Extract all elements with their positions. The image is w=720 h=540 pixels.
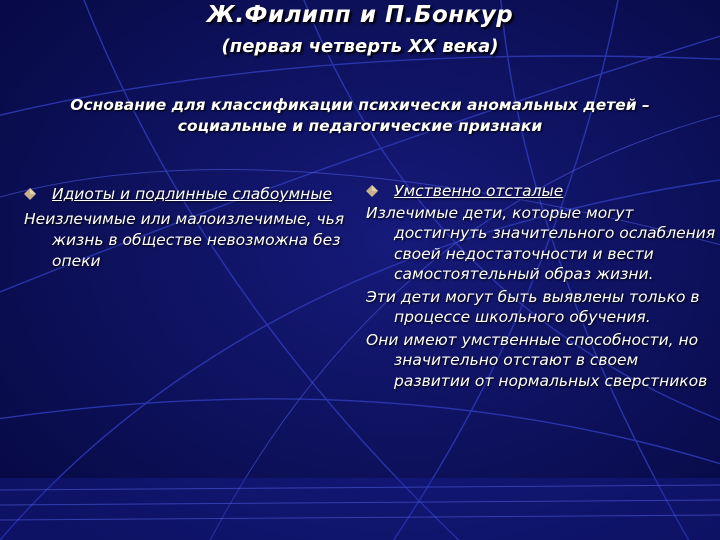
right-paragraph-3: Они имеют умственные способности, но значительно отстают в своем развитии от нормальных сверстников: [366, 330, 708, 390]
diamond-bullet-icon: [366, 185, 378, 197]
left-text: Неизлечимые или малоизлечимые, чья жизнь в обществе невозможна без опеки: [24, 210, 345, 270]
left-column: [24, 184, 354, 272]
slide-subtitle: (первая четверть XX века): [221, 36, 499, 57]
slide-title: Ж.Филипп и П.Бонкур: [206, 2, 514, 28]
right-heading: Умственно отсталые: [394, 182, 564, 200]
right-heading-item: [366, 181, 716, 202]
left-heading-item: [24, 184, 354, 205]
left-heading: Идиоты и подлинные слабоумные: [52, 185, 333, 203]
right-paragraph-2: Эти дети могут быть выявлены только в процессе школьного обучения.: [366, 287, 700, 326]
right-paragraph-1: Излечимые дети, которые могут достигнуть значительного ослабления своей недостаточности и вести самостоятельный образ жизни.: [366, 203, 716, 283]
right-column: [366, 181, 716, 391]
classification-basis: Основание для классификации психически аномальных детей – социальные и педагогические признаки: [70, 96, 650, 135]
diamond-bullet-icon: [24, 188, 36, 200]
